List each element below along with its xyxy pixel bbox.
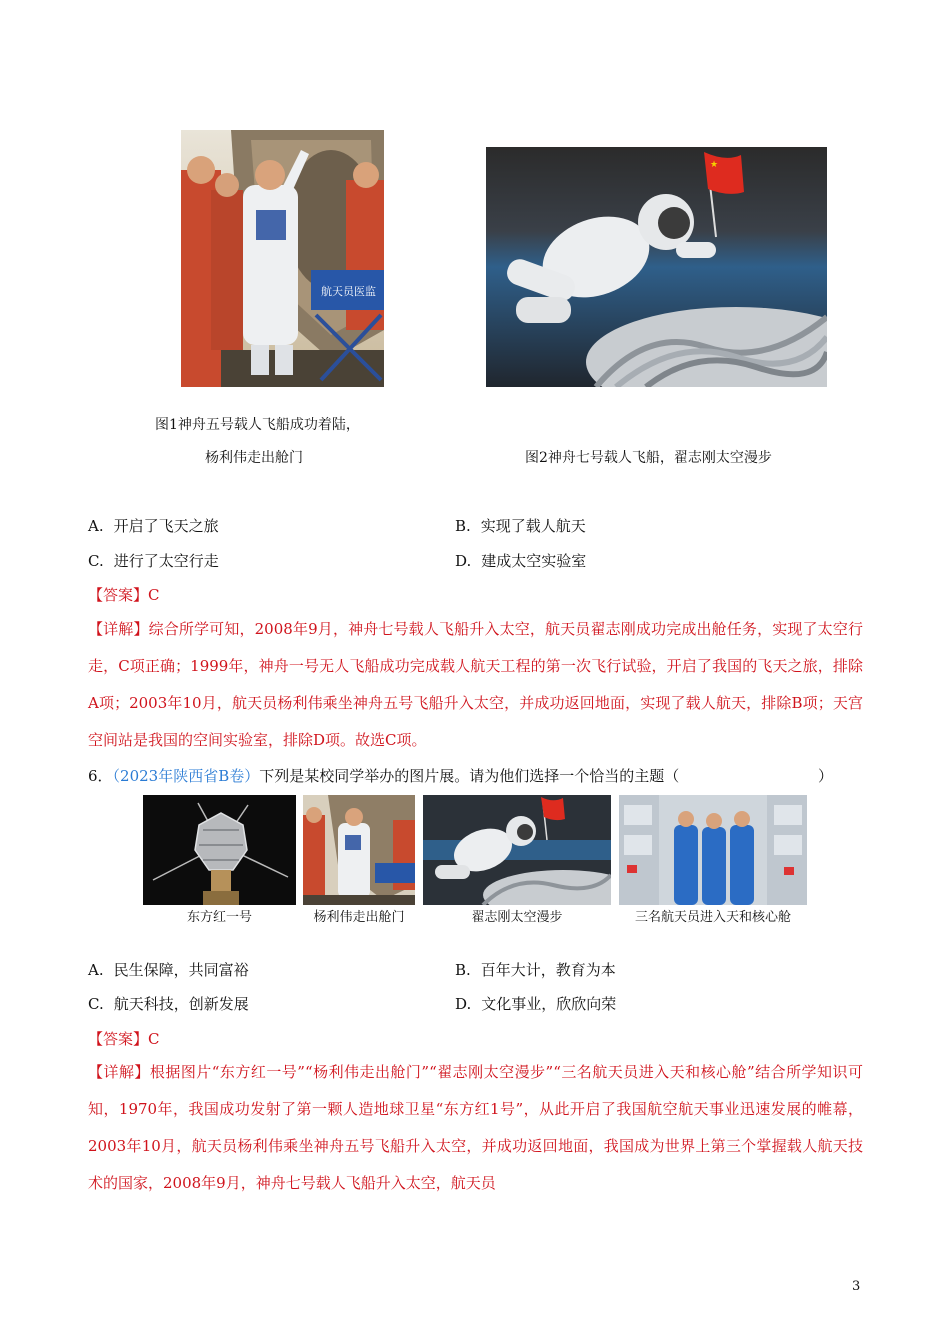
figure1-sign-text: 航天员医监 [321, 285, 376, 298]
figure1-caption-line2: 杨利伟走出舱门 [205, 450, 303, 466]
q6-option-c [88, 993, 249, 1014]
figure2-caption: 图2神舟七号载人飞船，翟志刚太空漫步 [525, 450, 772, 466]
q6-thumbnail-label-3: 翟志刚太空漫步 [471, 910, 563, 925]
q5-option-b-text: 实现了载人航天 [480, 517, 586, 535]
q6-option-c-text: 航天科技，创新发展 [113, 995, 249, 1013]
q5-option-a-letter: A. [88, 517, 104, 535]
q5-detail [88, 611, 863, 759]
q5-answer-value: C [148, 586, 160, 604]
q6-stem-close: ） [818, 767, 834, 785]
q5-answer-label: 【答案】 [88, 586, 149, 604]
q5-option-a [88, 515, 219, 536]
q6-detail-text: 根据图片“东方红一号”“杨利伟走出舱门”“翟志刚太空漫步”“三名航天员进入天和核心舱”结合所学知识可知，1970年，我国成功发射了第一颗人造地球卫星“东方红1号”，从此开启了我国航空航天事业迅速发展的帷幕，2003年10月，航天员杨利伟乘坐神舟五号飞船升入太空，并成功返回地面，我国成为世界上第三个掌握载人航天技术的国家，2008年9月，神舟七号载人飞船升入太空，航天员 [88, 1063, 863, 1192]
q5-option-a-text: 开启了飞天之旅 [113, 517, 219, 535]
q6-answer-label: 【答案】 [88, 1030, 149, 1048]
q5-option-c-text: 进行了太空行走 [113, 552, 219, 570]
q6-option-b [455, 959, 616, 980]
q6-stem [88, 765, 679, 786]
q6-thumbnail-label-4: 三名航天员进入天和核心舱 [634, 910, 791, 925]
q6-detail-label: 【详解】 [88, 1063, 150, 1081]
page-number: 3 [852, 1279, 861, 1294]
q5-detail-label: 【详解】 [88, 620, 149, 638]
figure2-photo [486, 147, 827, 387]
q6-stem-text: 下列是某校同学举办的图片展。请为他们选择一个恰当的主题（ [259, 767, 680, 785]
q6-thumbnail-label-1: 东方红一号 [186, 910, 252, 925]
q6-option-d-text: 文化事业，欣欣向荣 [481, 995, 617, 1013]
q6-option-a [88, 959, 249, 980]
q6-thumbnail-label-2: 杨利伟走出舱门 [313, 910, 405, 925]
q6-answer [88, 1028, 160, 1049]
q5-option-d-text: 建成太空实验室 [481, 552, 587, 570]
svg-text:★: ★ [710, 160, 719, 170]
q6-option-a-letter: A. [88, 961, 104, 979]
q5-option-d-letter: D. [455, 552, 472, 570]
q6-option-b-text: 百年大计，教育为本 [480, 961, 616, 979]
q5-option-d [455, 550, 586, 571]
q6-detail [88, 1054, 863, 1202]
q6-option-d-letter: D. [455, 995, 472, 1013]
q6-option-b-letter: B. [455, 961, 471, 979]
q5-detail-text: 综合所学可知，2008年9月，神舟七号载人飞船升入太空，航天员翟志刚成功完成出舱任务，实现了太空行走，C项正确；1999年，神舟一号无人飞船成功完成载人航天工程的第一次飞行试验，开启了我国的飞天之旅，排除A项；2003年10月，航天员杨利伟乘坐神舟五号飞船升入太空，并成功返回地面，实现了载人航天，排除B项；天宫空间站是我国的空间实验室，排除D项。故选C项。 [88, 620, 863, 749]
figure1-photo [181, 130, 384, 387]
figure1-caption-line1: 图1神舟五号载人飞船成功着陆， [155, 417, 360, 433]
q5-option-b [455, 515, 586, 536]
q6-option-d [455, 993, 616, 1014]
q5-answer [88, 584, 160, 605]
q6-option-c-letter: C. [88, 995, 104, 1013]
q6-number: 6． [88, 767, 113, 785]
q6-option-a-text: 民生保障，共同富裕 [113, 961, 249, 979]
q5-option-c [88, 550, 219, 571]
q6-source: （2023年陕西省B卷） [112, 767, 260, 785]
q5-option-c-letter: C. [88, 552, 104, 570]
q6-answer-value: C [148, 1030, 160, 1048]
q5-option-b-letter: B. [455, 517, 471, 535]
